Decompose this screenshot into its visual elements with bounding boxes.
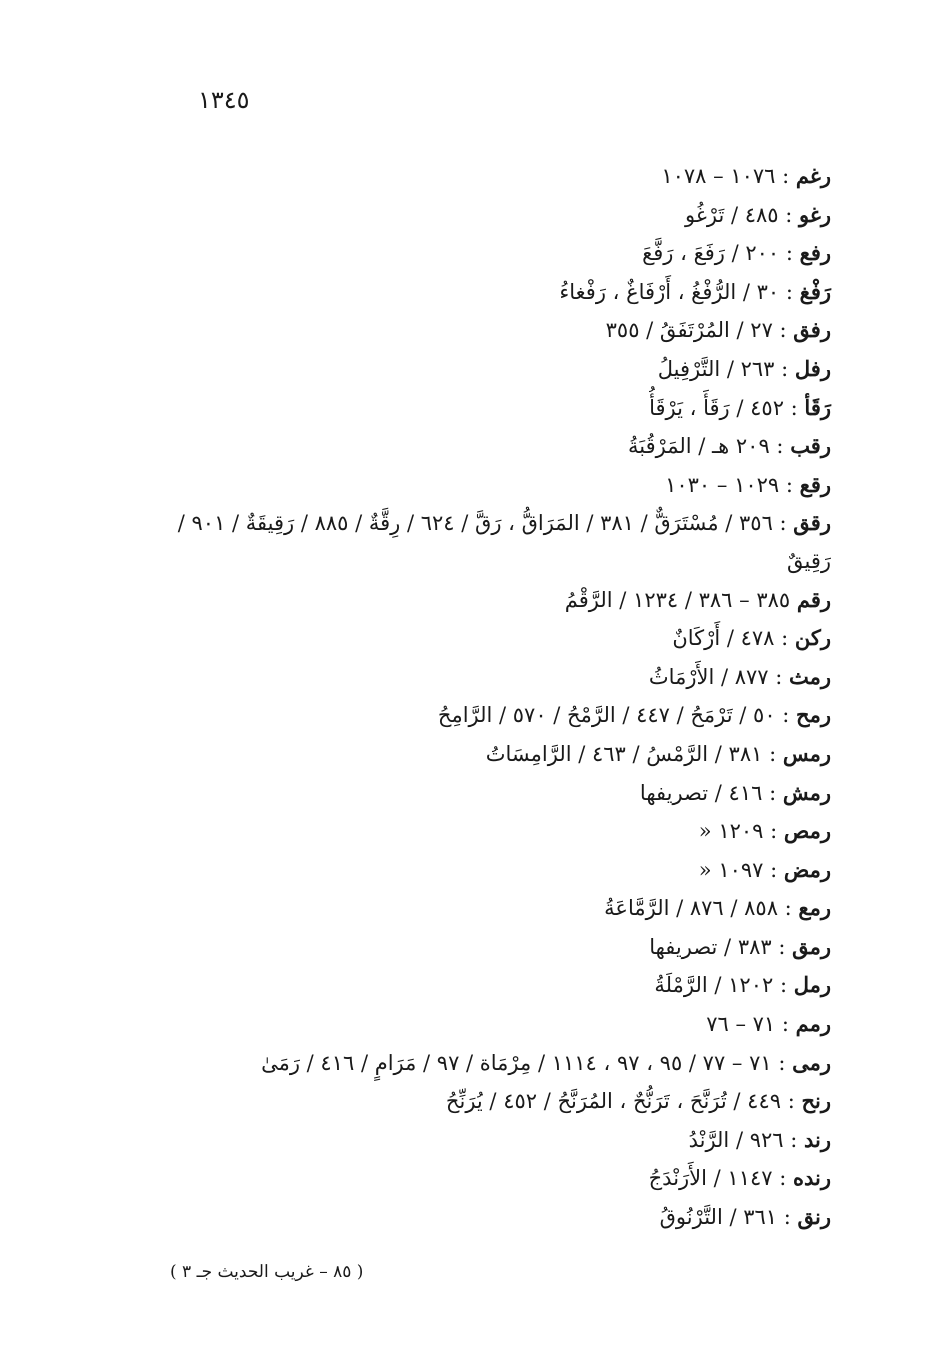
index-entry	[160, 1082, 831, 1121]
entry-root: رمم	[795, 1011, 831, 1037]
entry-root: رفع	[799, 240, 831, 266]
entry-refs: : ١٠٩٧ «	[698, 857, 784, 882]
entry-root: رمى	[792, 1049, 831, 1075]
index-entry	[160, 427, 831, 466]
entry-refs: : ١٠٢٩ – ١٠٣٠	[665, 472, 800, 497]
index-entry	[160, 389, 831, 428]
entry-refs: ٣٨٥ – ٣٨٦ / ١٢٣٤ / الرَّقْمُ	[564, 587, 797, 612]
entry-root: رغم	[795, 163, 831, 188]
entry-refs: : ٢٧ / المُرْتَفَقُ / ٣٥٥	[605, 318, 794, 343]
index-entry	[160, 1198, 831, 1237]
entry-root: رمع	[798, 895, 831, 921]
entry-root: رند	[803, 1126, 831, 1152]
entry-refs: : ٣٥٦ / مُسْتَرَقٌّ / ٣٨١ / المَرَاقُّ ، رَقَّ / ٦٢٤ / رِقَّةٌ / ٨٨٥ / رَقِيقَةٌ / ٩٠١ / رَقِيقٌ	[177, 511, 831, 573]
index-entry	[160, 196, 831, 235]
footer-signature: ( ٨٥ – غريب الحديث جـ ٣ )	[170, 1262, 364, 1282]
entry-root: رمق	[792, 933, 831, 959]
entry-root: ركن	[794, 625, 831, 651]
entry-refs: : ٣٦١ / التَّرْنُوقُ	[659, 1205, 798, 1230]
entry-refs: : ٩٢٦ / الرَّنْدُ	[688, 1127, 804, 1152]
entry-root: رمص	[783, 818, 831, 844]
index-entry	[160, 466, 831, 505]
entry-refs: : ٧١ – ٧٦	[706, 1012, 796, 1037]
index-entry	[160, 1044, 831, 1083]
entry-root: رمث	[788, 663, 831, 689]
index-entry	[160, 504, 831, 580]
entry-root: رنده	[792, 1165, 831, 1191]
index-entry	[160, 157, 831, 196]
entry-root: رنق	[797, 1204, 831, 1230]
index-entry	[160, 1159, 831, 1198]
entry-refs: : ٤٧٨ / أَرْكَانٌ	[672, 626, 795, 651]
index-entry	[160, 273, 831, 312]
entry-root: رنح	[801, 1088, 831, 1114]
index-entry	[160, 658, 831, 697]
entry-root: رمح	[796, 702, 831, 728]
index-entry	[160, 581, 831, 620]
index-entry	[160, 1121, 831, 1160]
entry-refs: : ٥٠ / تَرْمَحُ / ٤٤٧ / الرَّمْحُ / ٥٧٠ / الرَّامِحُ	[437, 703, 797, 728]
entry-root: رغو	[799, 201, 831, 227]
entry-root: رقم	[796, 586, 831, 612]
entry-refs: : ٨٧٧ / الأَرْمَاثُ	[648, 664, 789, 689]
index-entry	[160, 234, 831, 273]
entry-root: رَفْغ	[799, 278, 831, 304]
index-entry	[160, 774, 831, 813]
index-entry	[160, 1005, 831, 1044]
entry-root: رمل	[793, 972, 831, 998]
entry-refs: : ٣٠ / الرُّفْغُ ، أَرْفَاغٌ ، رَفْغاءُ	[559, 279, 800, 304]
index-entry	[160, 812, 831, 851]
entry-refs: : ٨٥٨ / ٨٧٦ / الرَّمَّاعَةُ	[604, 896, 799, 921]
index-entry	[160, 851, 831, 890]
entry-root: رمش	[782, 779, 831, 805]
entry-refs: : ١٢٠٩ «	[698, 819, 784, 844]
entry-refs: : ٤٨٥ / تَرْغُو	[685, 202, 800, 227]
entry-root: رمس	[782, 740, 831, 766]
index-entry	[160, 889, 831, 928]
index-entry	[160, 619, 831, 658]
entry-root: رقق	[793, 510, 831, 536]
entry-refs: : ٢٠٩ هـ / المَرْقُبَةُ	[627, 434, 791, 459]
entry-refs: : ٤٥٢ / رَقَأَ ، يَرْقَأُ	[649, 395, 805, 420]
entry-refs: : ٣٨٣ / تصريفها	[649, 934, 793, 959]
index-entries	[160, 157, 831, 1237]
index-entry	[160, 966, 831, 1005]
entry-root: رفل	[794, 355, 831, 381]
index-entry	[160, 928, 831, 967]
entry-root: رمض	[783, 856, 831, 882]
entry-refs: : ١٢٠٢ / الرَّمْلَةُ	[654, 973, 794, 998]
entry-refs: : ٢٠٠ / رَفَعَ ، رَفَّعَ	[642, 241, 800, 266]
entry-refs: : ٧١ – ٧٧ / ٩٥ ، ٩٧ ، ١١١٤ / مِرْمَاة / ٩٧ / مَرَامٍ / ٤١٦ / رَمَىٰ	[261, 1050, 793, 1075]
entry-root: رقب	[790, 433, 831, 459]
entry-root: رفق	[793, 317, 831, 343]
entry-refs: : ٤٤٩ / تُرَنَّحَ ، تَرَنُّحٌ ، المُرَنَّحُ / ٤٥٢ / يُرَنِّحُ	[445, 1089, 802, 1114]
index-entry	[160, 696, 831, 735]
index-entry	[160, 350, 831, 389]
entry-refs: : ٤١٦ / تصريفها	[639, 780, 783, 805]
entry-root: رَقَأ	[804, 394, 831, 420]
entry-refs: : ١٠٧٦ – ١٠٧٨	[661, 164, 796, 188]
entry-refs: : ٢٦٣ / التَّرْفِيلُ	[657, 356, 795, 381]
entry-root: رقع	[799, 471, 831, 497]
index-entry	[160, 735, 831, 774]
index-entry	[160, 311, 831, 350]
page-number: ١٣٤٥	[198, 86, 250, 114]
entry-refs: : ٣٨١ / الرَّمْسُ / ٤٦٣ / الرَّامِسَاتُ	[485, 741, 783, 766]
entry-refs: : ١١٤٧ / الأَرَنْدَجُ	[648, 1166, 793, 1191]
